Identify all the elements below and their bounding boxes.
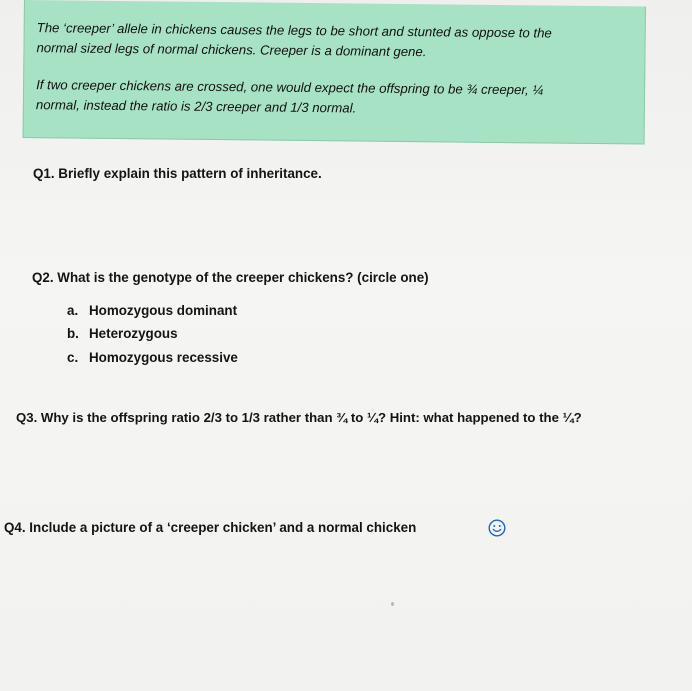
- intro-line-4: normal, instead the ratio is 2/3 creeper and 1/3 normal.: [35, 97, 357, 116]
- question-2: Q2. What is the genotype of the creeper chickens? (circle one): [32, 270, 429, 285]
- option-letter: b.: [67, 326, 79, 341]
- intro-line-2: normal sized legs of normal chickens. Creeper is a dominant gene.: [36, 40, 427, 60]
- question-1: Q1. Briefly explain this pattern of inheritance.: [33, 166, 322, 181]
- intro-box: [23, 0, 646, 145]
- option-b[interactable]: [67, 326, 178, 341]
- question-4: Q4. Include a picture of a ‘creeper chicken’ and a normal chicken: [4, 520, 417, 535]
- option-label: Homozygous dominant: [89, 303, 238, 318]
- option-label: Heterozygous: [89, 326, 178, 341]
- question-3: Q3. Why is the offspring ratio 2/3 to 1/3 rather than ¾ to ¼? Hint: what happened to the ¼?: [16, 410, 582, 425]
- option-label: Homozygous recessive: [89, 350, 238, 365]
- option-c[interactable]: [67, 350, 238, 365]
- intro-line-3: If two creeper chickens are crossed, one would expect the offspring to be ¾ creeper, ¼: [36, 77, 544, 98]
- option-letter: c.: [67, 350, 79, 365]
- option-letter: a.: [67, 303, 79, 318]
- option-a[interactable]: [67, 303, 237, 318]
- intro-line-1: The ‘creeper’ allele in chickens causes the legs to be short and stunted as oppose to the: [36, 20, 552, 41]
- paper-speck: [391, 602, 394, 606]
- smiley-icon: [488, 519, 506, 537]
